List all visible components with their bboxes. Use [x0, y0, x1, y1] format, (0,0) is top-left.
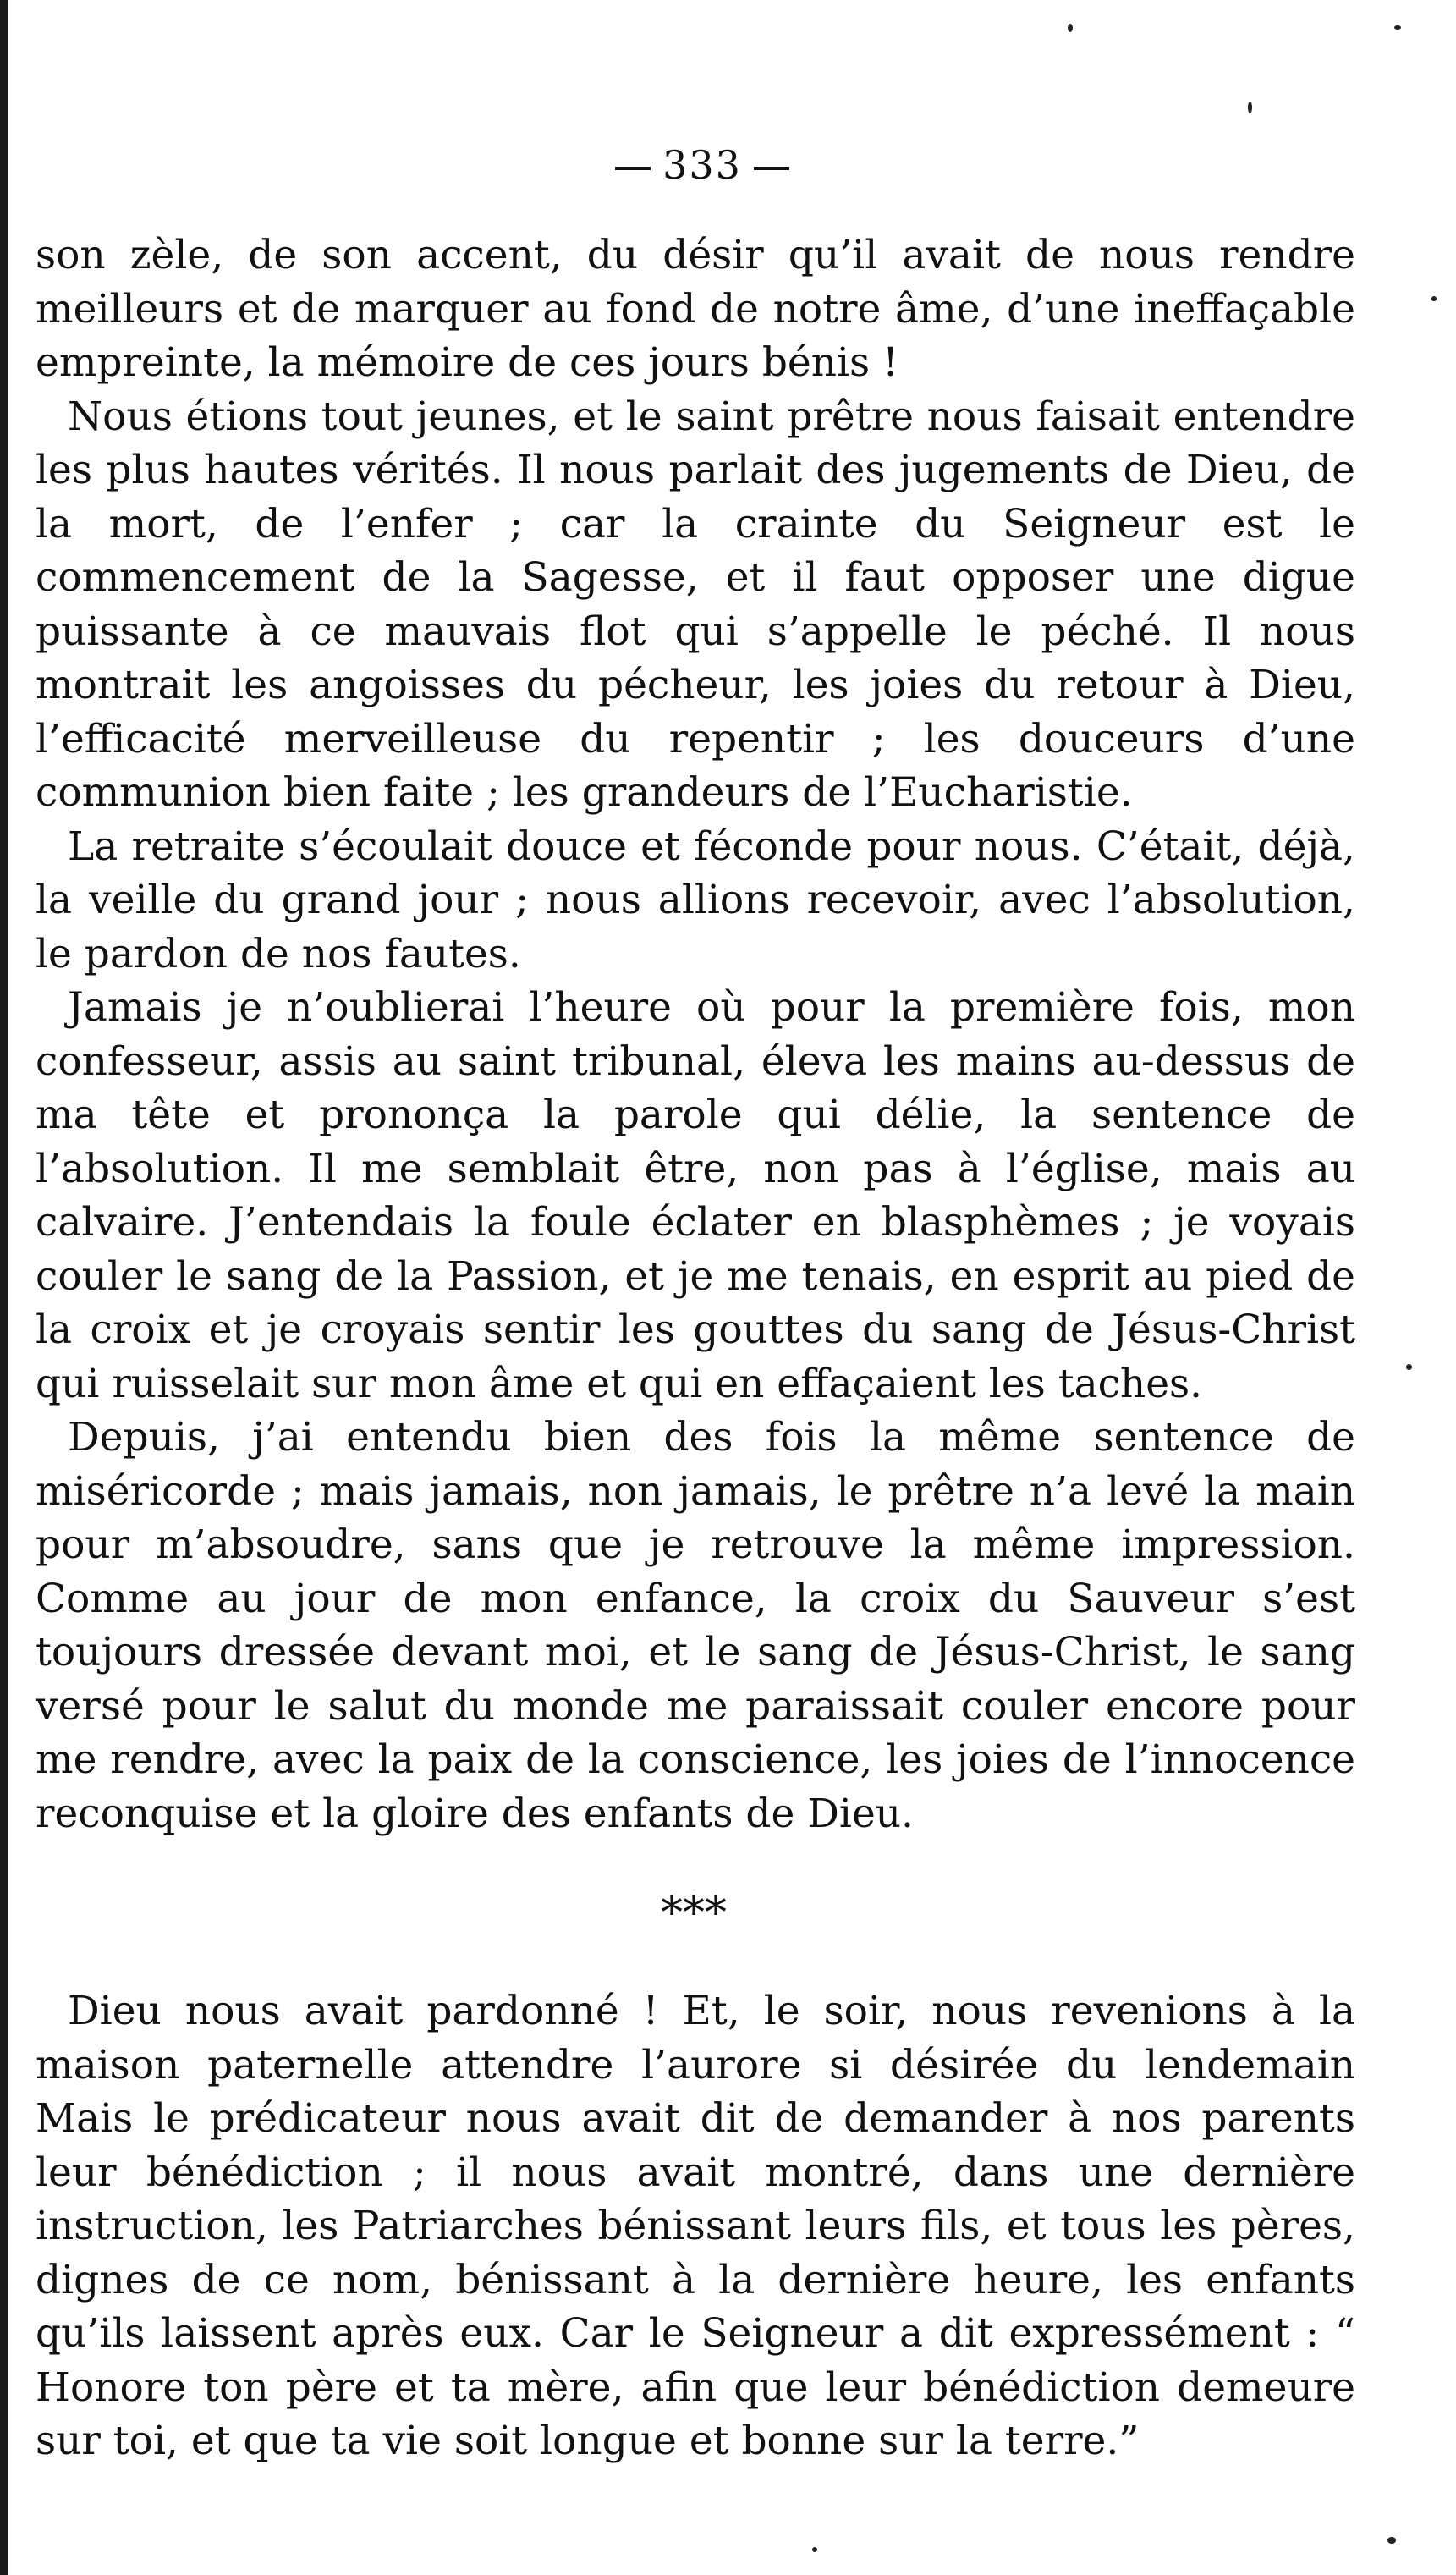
scan-speck [1248, 102, 1252, 113]
scan-speck [1068, 24, 1073, 32]
page-edge-shadow [0, 0, 8, 2575]
scan-speck [1431, 296, 1437, 301]
body-text-after-separator [36, 1984, 1355, 2468]
page-number-dash-left [615, 167, 651, 170]
page-number-dash-right [754, 167, 789, 170]
paragraph: La retraite s’écoulait douce et féconde pour nous. C’était, déjà, la veille du grand jour ; nous allions recevoir, avec l’absolution, le pardon de nos fautes. [36, 823, 1355, 977]
scan-speck [1406, 1364, 1412, 1370]
section-separator: *** [661, 1888, 727, 1939]
paragraph: Jamais je n’oublierai l’heure où pour la première fois, mon confesseur, assis au saint tribunal, éleva les mains au-dessus de ma tête et prononça la parole qui délie, la sentence de l’absolution. Il me semblait être, non pas à l’église, mais au calvaire. J’entendais la foule éclater en blasphèmes ; je voyais couler le sang de la Passion, et je me tenais, en esprit au pied de la croix et je croyais sentir les gouttes du sang de Jésus-Christ qui ruisselait sur mon âme et qui en effaçaient les taches. [36, 984, 1355, 1407]
paragraph-continued: son zèle, de son accent, du désir qu’il avait de nous rendre meilleurs et de marquer au fond de notre âme, d’une ineffaçable empreinte, la mémoire de ces jours bénis ! [36, 232, 1355, 386]
paragraph: Nous étions tout jeunes, et le saint prêtre nous faisait entendre les plus hautes vérités. Il nous parlait des jugements de Dieu, de la mort, de l’enfer ; car la crainte du Seigneur est le commencement de la Sagesse, et il faut opposer une digue puissante à ce mauvais flot qui s’appelle le péché. Il nous montrait les angoisses du pécheur, les joies du retour à Dieu, l’efficacité merveilleuse du repentir ; les douceurs d’une communion bien faite ; les grandeurs de l’Eucharistie. [36, 393, 1355, 816]
page-number-text: 333 [662, 142, 742, 188]
scan-speck [1394, 25, 1401, 30]
scan-speck [1387, 2537, 1396, 2544]
paragraph: Depuis, j’ai entendu bien des fois la même sentence de miséricorde ; mais jamais, non jamais, le prêtre n’a levé la main pour m’absoudre, sans que je retrouve la même impression. Comme au jour de mon enfance, la croix du Sauveur s’est toujours dressée devant moi, et le sang de Jésus-Christ, le sang versé pour le salut du monde me paraissait couler encore pour me rendre, avec la paix de la conscience, les joies de l’innocence reconquise et la gloire des enfants de Dieu. [36, 1414, 1355, 1837]
scan-speck [812, 2547, 817, 2552]
paragraph: Dieu nous avait pardonné ! Et, le soir, nous revenions à la maison paternelle attendre l’aurore si désirée du lendemain Mais le prédicateur nous avait dit de demander à nos parents leur bénédiction ; il nous avait montré, dans une dernière instruction, les Patriarches bénissant leurs fils, et tous les pères, dignes de ce nom, bénissant à la dernière heure, les enfants qu’ils laissent après eux. Car le Seigneur a dit expressément : “ Honore ton père et ta mère, afin que leur bénédiction demeure sur toi, et que ta vie soit longue et bonne sur la terre.” [36, 1988, 1355, 2464]
body-text [36, 228, 1355, 1840]
page-number [558, 142, 846, 188]
